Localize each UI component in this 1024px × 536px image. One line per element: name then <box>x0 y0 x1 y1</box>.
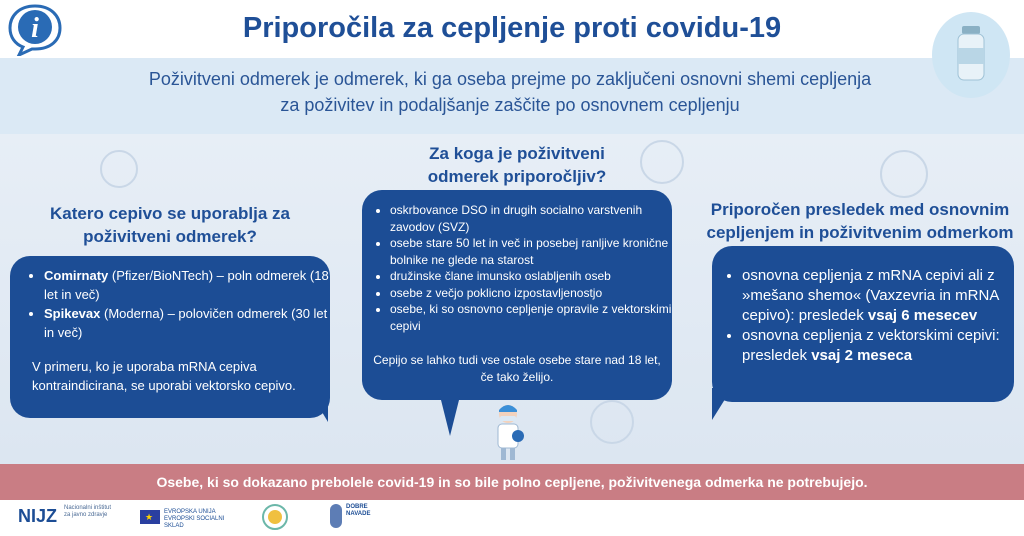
subtitle-line1: Poživitveni odmerek je odmerek, ki ga oseba prejme po zaključeni osnovni shemi cepljenja <box>148 69 872 89</box>
interval-value: vsaj 6 mesecev <box>867 307 978 324</box>
virus-decoration <box>590 400 634 444</box>
right-heading <box>700 198 1020 244</box>
target-groups-list <box>368 202 680 334</box>
list-item <box>742 326 1022 366</box>
nijz-logo-subtitle: Nacionalni inštitut za javno zdravje <box>64 505 112 518</box>
interval-detail: osnovna cepljenja z mRNA cepivi ali z »mešano shemo« (Vaxzevria in mRNA cepivo): presledek <box>742 267 999 324</box>
target-groups-bubble <box>362 190 672 400</box>
list-item: • oskrbovance DSO in drugih socialno varstvenih zavodov (SVZ) <box>390 202 680 235</box>
virus-decoration <box>100 150 138 188</box>
list-item: • družinske člane imunsko oslabljenih oseb <box>390 268 680 285</box>
bubble-tail <box>310 392 328 422</box>
vaccine-note: V primeru, ko je uporaba mRNA cepiva kontraindicirana, se uporabi vektorsko cepivo. <box>32 359 296 393</box>
target-groups-note: Cepijo se lahko tudi vse ostale osebe stare nad 18 let, če tako želijo. <box>373 353 661 384</box>
vaccine-name: Comirnaty <box>44 268 109 283</box>
left-heading-line1: Katero cepivo se uporablja za <box>50 204 290 223</box>
dobre-navade-logo-icon <box>330 504 342 528</box>
vaccine-detail: (Moderna) – polovičen odmerek (30 let in več) <box>44 306 328 340</box>
vaccine-detail: (Pfizer/BioNTech) – poln odmerek (18 let in več) <box>44 268 329 302</box>
vaccine-name: Spikevax <box>44 306 101 321</box>
government-logo-icon <box>262 504 288 530</box>
left-heading <box>20 202 320 248</box>
vaccine-type-bubble <box>10 256 330 418</box>
subtitle <box>70 66 950 118</box>
interval-list <box>720 266 1022 366</box>
nijz-logo: NIJZ <box>18 506 58 526</box>
page-title: Priporočila za cepljenje proti covidu-19 <box>242 12 782 44</box>
interval-bubble <box>712 246 1014 402</box>
bubble-tail <box>440 396 460 436</box>
eu-logo-text: EVROPSKA UNIJA EVROPSKI SOCIALNI SKLAD <box>164 509 225 529</box>
center-heading-line2: odmerek priporočljiv? <box>427 167 607 186</box>
doctor-illustration-icon <box>488 402 528 462</box>
list-item <box>742 266 1022 326</box>
list-item: • osebe z večjo poklicno izpostavljenostjo <box>390 285 680 302</box>
subtitle-line2: za poživitev in podaljšanje zaščite po osnovnem cepljenju <box>280 95 740 115</box>
list-item <box>44 304 334 342</box>
interval-value: vsaj 2 meseca <box>811 347 913 364</box>
footer-note: Osebe, ki so dokazano prebolele covid-19 in so bile polno cepljene, poživitvenega odmerka ne potrebujejo. <box>156 474 868 490</box>
vaccine-list <box>22 266 334 342</box>
eu-flag-icon: ★ <box>140 510 160 524</box>
list-item: • osebe stare 50 let in več in posebej ranljive kronične bolnike ne glede na starost <box>390 235 680 268</box>
virus-decoration <box>880 150 928 198</box>
list-item <box>44 266 334 304</box>
center-heading <box>362 142 672 188</box>
bubble-tail <box>712 388 732 420</box>
list-item: • osebe, ki so osnovno cepljenje opravile z vektorskimi cepivi <box>390 301 680 334</box>
right-heading-line2: cepljenjem in poživitvenim odmerkom <box>706 223 1014 242</box>
svg-text:i: i <box>31 13 39 44</box>
center-heading-line1: Za koga je poživitveni <box>429 144 605 163</box>
left-heading-line2: poživitveni odmerek? <box>83 227 257 246</box>
dobre-navade-text: DOBRE NAVADE <box>346 504 371 517</box>
right-heading-line1: Priporočen presledek med osnovnim <box>710 200 1010 219</box>
interval-detail: osnovna cepljenja z vektorskimi cepivi: presledek <box>742 327 1000 364</box>
